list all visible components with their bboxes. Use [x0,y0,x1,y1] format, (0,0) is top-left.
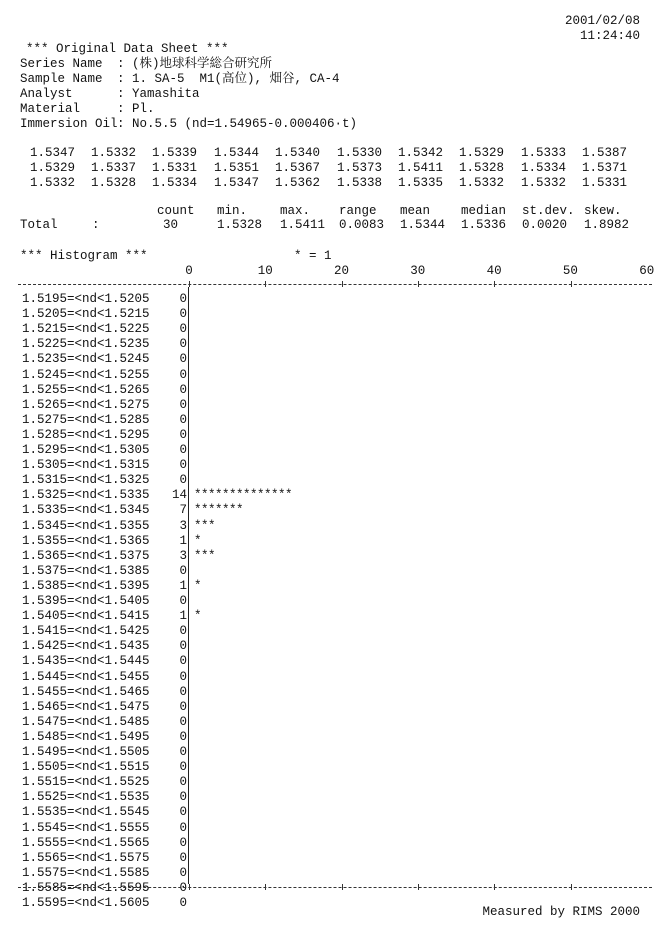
bin-range: 1.5225=<nd<1.5235 [22,337,150,352]
bin-count: 0 [179,563,187,578]
bin-count: 0 [179,790,187,805]
bin-count: 0 [179,639,187,654]
bin-count: 0 [179,443,187,457]
bin-count: 0 [179,896,187,910]
stats-header: mean [400,204,431,218]
axis-tick-label: 60 [639,264,655,278]
sheet-title: *** Original Data Sheet *** [26,42,229,56]
bin-range: 1.5295=<nd<1.5305 [22,443,150,457]
measurement-value: 1.5328 [91,176,137,190]
bin-bar: ******* [194,503,244,518]
bin-count: 0 [179,458,187,473]
axis-tick-mark [418,281,419,287]
bin-count: 0 [179,322,187,337]
bin-range: 1.5435=<nd<1.5445 [22,654,150,669]
bin-count: 0 [179,835,187,850]
bin-count: 0 [179,729,187,744]
stats-header: count [157,204,195,218]
bin-count: 0 [179,805,187,820]
print-time: 11:24:40 [579,29,640,43]
measurement-value: 1.5328 [459,161,505,175]
bin-range: 1.5455=<nd<1.5465 [22,684,150,699]
axis-tick-mark [571,884,572,890]
bin-range: 1.5585=<nd<1.5595 [22,880,150,895]
bin-range: 1.5375=<nd<1.5385 [22,563,150,578]
field-label-series: Series Name [20,57,118,71]
stats-value: 1.5411 [280,218,326,232]
axis-tick-label: 10 [257,264,273,278]
measurement-value: 1.5332 [459,176,505,190]
bin-count: 0 [179,382,187,397]
measurement-value: 1.5331 [152,161,198,175]
stats-value: 1.5344 [400,218,446,232]
field-value-series: : (株)地球科学総合研究所 [117,57,273,71]
axis-tick-label: 20 [334,264,350,278]
measurement-value: 1.5340 [275,146,321,160]
bin-range: 1.5545=<nd<1.5555 [22,820,150,835]
bin-range: 1.5575=<nd<1.5585 [22,865,150,880]
measurement-value: 1.5373 [337,161,383,175]
measurement-value: 1.5342 [398,146,444,160]
bin-range: 1.5315=<nd<1.5325 [22,473,150,488]
bin-count: 0 [179,684,187,699]
bin-range: 1.5205=<nd<1.5215 [22,307,150,322]
bin-count: 0 [179,427,187,442]
bin-count: 3 [179,518,187,533]
measurement-value: 1.5387 [582,146,628,160]
axis-tick-mark [189,884,190,890]
field-value-oil: : No.5.5 (nd=1.54965-0.000406·t) [117,117,358,131]
bin-range: 1.5415=<nd<1.5425 [22,624,150,639]
histogram-scale-note: * = 1 [294,249,332,263]
measurement-value: 1.5334 [152,176,198,190]
axis-tick-label: 30 [410,264,426,278]
bin-count: 0 [179,775,187,790]
bin-bar: *** [194,548,216,563]
bin-count: 1 [179,609,187,624]
field-label-oil: Immersion Oil [20,117,118,131]
axis-top-rule [18,284,652,285]
measurement-value: 1.5347 [30,146,76,160]
bin-range: 1.5485=<nd<1.5495 [22,729,150,744]
bin-count: 0 [179,760,187,775]
bin-range: 1.5465=<nd<1.5475 [22,699,150,714]
measurement-value: 1.5334 [521,161,567,175]
bin-bar: ************** [194,488,293,503]
axis-tick-mark [418,884,419,890]
bin-bar: * [194,533,202,548]
measurement-value: 1.5344 [214,146,260,160]
bin-range: 1.5305=<nd<1.5315 [22,458,150,473]
bin-range: 1.5325=<nd<1.5335 [22,488,150,503]
bin-count: 0 [179,699,187,714]
bin-count: 0 [179,352,187,367]
bin-range: 1.5495=<nd<1.5505 [22,745,150,759]
axis-tick-mark [494,281,495,287]
stats-value: 30 [163,218,179,232]
axis-tick-mark [494,884,495,890]
measurement-value: 1.5335 [398,176,444,190]
bin-count: 0 [179,412,187,427]
bin-range: 1.5215=<nd<1.5225 [22,322,150,337]
axis-bottom-rule [18,887,652,888]
bin-range: 1.5195=<nd<1.5205 [22,292,150,306]
stats-header: max. [280,204,311,218]
measurement-value: 1.5338 [337,176,383,190]
bin-count: 0 [179,367,187,382]
bin-bar: * [194,609,202,624]
stats-value: 1.5336 [461,218,507,232]
axis-tick-mark [342,884,343,890]
axis-tick-label: 50 [562,264,578,278]
bin-range: 1.5345=<nd<1.5355 [22,518,150,533]
bin-count: 0 [179,850,187,865]
measurement-value: 1.5339 [152,146,198,160]
bin-count: 3 [179,548,187,563]
bin-count: 0 [179,820,187,835]
measurement-value: 1.5333 [521,146,567,160]
bin-range: 1.5565=<nd<1.5575 [22,850,150,865]
field-value-analyst: : Yamashita [117,87,200,101]
bin-count: 1 [179,533,187,548]
bin-range: 1.5425=<nd<1.5435 [22,639,150,654]
stats-value: 1.8982 [584,218,630,232]
bin-range: 1.5335=<nd<1.5345 [22,503,150,518]
field-label-analyst: Analyst [20,87,118,101]
footer-note: Measured by RIMS 2000 [482,905,640,919]
measurement-value: 1.5367 [275,161,321,175]
bin-count: 0 [179,654,187,669]
field-value-material: : Pl. [117,102,155,116]
measurement-value: 1.5362 [275,176,321,190]
bin-count: 0 [179,307,187,322]
bin-range: 1.5275=<nd<1.5285 [22,412,150,427]
bin-count: 14 [171,488,187,503]
bin-range: 1.5285=<nd<1.5295 [22,427,150,442]
bin-range: 1.5235=<nd<1.5245 [22,352,150,367]
print-date: 2001/02/08 [564,14,640,28]
measurement-value: 1.5337 [91,161,137,175]
bin-range: 1.5245=<nd<1.5255 [22,367,150,382]
measurement-value: 1.5332 [91,146,137,160]
bin-range: 1.5405=<nd<1.5415 [22,609,150,624]
stats-header: min. [217,204,248,218]
bin-count: 0 [179,624,187,639]
histogram-baseline [188,287,189,884]
bin-count: 0 [179,714,187,729]
bin-range: 1.5265=<nd<1.5275 [22,397,150,412]
bin-range: 1.5445=<nd<1.5455 [22,669,150,684]
bin-bar: *** [194,518,216,533]
axis-tick-mark [342,281,343,287]
measurement-value: 1.5332 [30,176,76,190]
measurement-value: 1.5411 [398,161,444,175]
axis-tick-mark [189,281,190,287]
bin-count: 0 [179,473,187,488]
axis-tick-label: 0 [185,264,193,278]
bin-range: 1.5385=<nd<1.5395 [22,578,150,593]
bin-range: 1.5475=<nd<1.5485 [22,714,150,729]
field-label-material: Material [20,102,118,116]
bin-count: 0 [179,337,187,352]
bin-count: 1 [179,578,187,593]
stats-header: skew. [584,204,622,218]
field-value-sample: : 1. SA-5 M1(高位), 畑谷, CA-4 [117,72,340,86]
axis-tick-mark [265,884,266,890]
bin-range: 1.5535=<nd<1.5545 [22,805,150,820]
stats-row-sep: : [92,218,100,232]
histogram-title: *** Histogram *** [20,249,148,263]
measurement-value: 1.5347 [214,176,260,190]
stats-header: range [339,204,377,218]
measurement-value: 1.5329 [459,146,505,160]
stats-row-label: Total [20,218,58,232]
bin-range: 1.5525=<nd<1.5535 [22,790,150,805]
measurement-value: 1.5330 [337,146,383,160]
measurement-value: 1.5371 [582,161,628,175]
bin-range: 1.5555=<nd<1.5565 [22,835,150,850]
stats-header: st.dev. [522,204,575,218]
measurement-value: 1.5329 [30,161,76,175]
bin-count: 0 [179,865,187,880]
bin-bar: * [194,578,202,593]
bin-count: 0 [179,292,187,306]
field-label-sample: Sample Name [20,72,118,86]
stats-value: 0.0020 [522,218,568,232]
stats-header: median [461,204,507,218]
bin-count: 0 [179,594,187,608]
bin-count: 0 [179,880,187,895]
bin-range: 1.5505=<nd<1.5515 [22,760,150,775]
stats-value: 1.5328 [217,218,263,232]
bin-count: 0 [179,745,187,759]
axis-tick-label: 40 [486,264,502,278]
bin-range: 1.5365=<nd<1.5375 [22,548,150,563]
bin-range: 1.5595=<nd<1.5605 [22,896,150,910]
bin-count: 0 [179,397,187,412]
measurement-value: 1.5351 [214,161,260,175]
measurement-value: 1.5331 [582,176,628,190]
bin-range: 1.5355=<nd<1.5365 [22,533,150,548]
stats-value: 0.0083 [339,218,385,232]
bin-count: 0 [179,669,187,684]
axis-tick-mark [265,281,266,287]
bin-range: 1.5515=<nd<1.5525 [22,775,150,790]
bin-range: 1.5255=<nd<1.5265 [22,382,150,397]
axis-tick-mark [571,281,572,287]
measurement-value: 1.5332 [521,176,567,190]
bin-count: 7 [179,503,187,518]
bin-range: 1.5395=<nd<1.5405 [22,594,150,608]
